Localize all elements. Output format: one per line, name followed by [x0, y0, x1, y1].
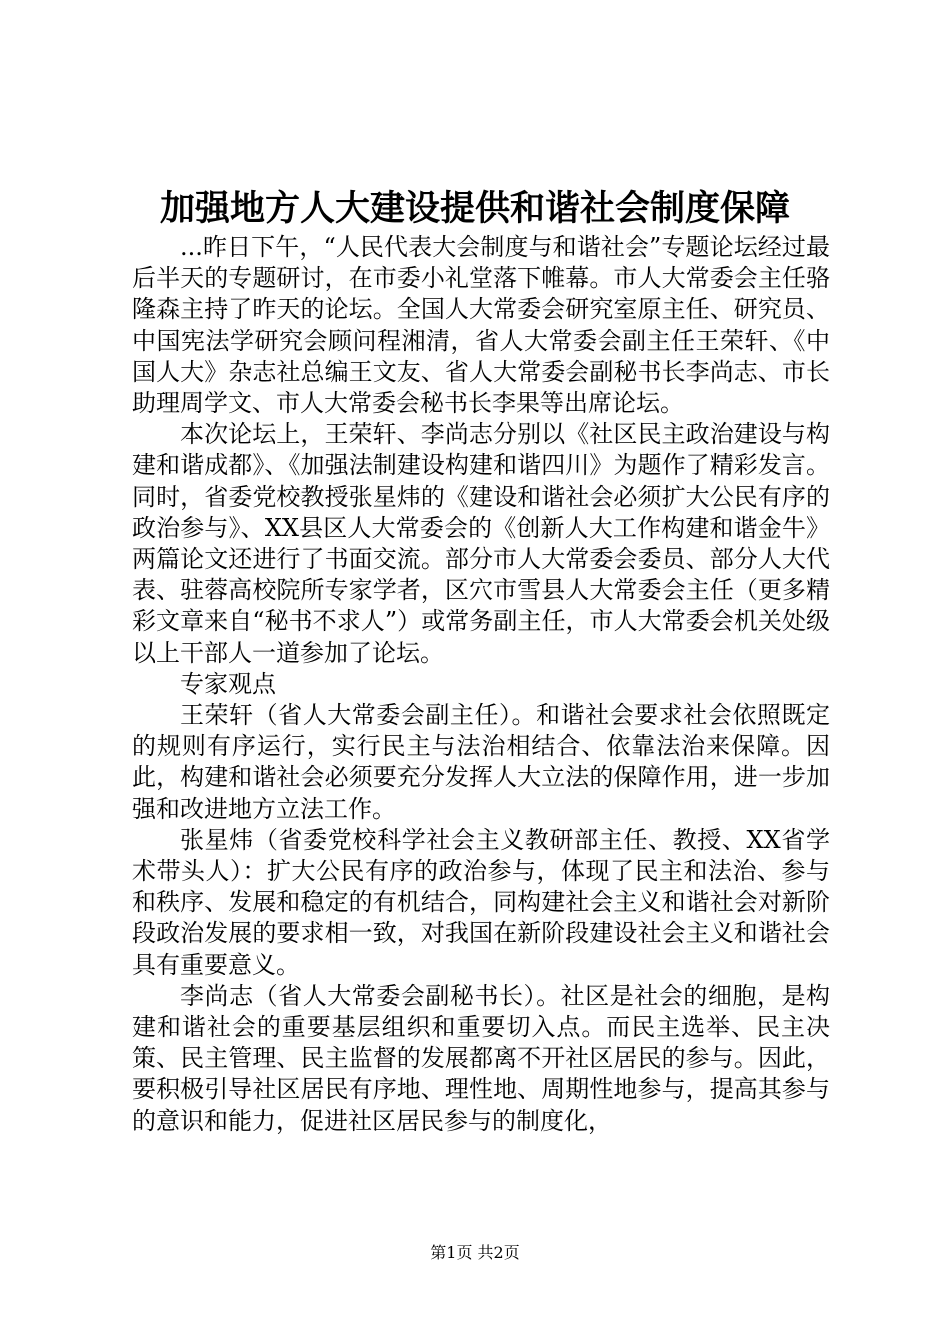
paragraph: 李尚志（省人大常委会副秘书长）。社区是社会的细胞，是构建和谐社会的重要基层组织和重要切入点。而民主选举、民主决策、民主管理、民主监督的发展都离不开社区居民的参与。因此，要积极引导社区居民有序地、理性地、周期性地参与，提高其参与的意识和能力，促进社区居民参与的制度化， [132, 981, 830, 1135]
paragraph: ...昨日下午，“人民代表大会制度与和谐社会”专题论坛经过最后半天的专题研讨，在市委小礼堂落下帷幕。市人大常委会主任骆隆森主持了昨天的论坛。全国人大常委会研究室原主任、研究员、中国宪法学研究会顾问程湘清，省人大常委会副主任王荣轩、《中国人大》杂志社总编王文友、省人大常委会副秘书长李尚志、市长助理周学文、市人大常委会秘书长李果等出席论坛。 [132, 233, 830, 418]
paragraph: 张星炜（省委党校科学社会主义教研部主任、教授、XX省学术带头人）：扩大公民有序的政治参与，体现了民主和法治、参与和秩序、发展和稳定的有机结合，同构建社会主义和谐社会对新阶段政治发展的要求相一致，对我国在新阶段建设社会主义和谐社会具有重要意义。 [132, 825, 830, 979]
section-heading: 专家观点 [180, 669, 276, 698]
document-title: 加强地方人大建设提供和谐社会制度保障 [159, 188, 790, 229]
paragraph: 王荣轩（省人大常委会副主任）。和谐社会要求社会依照既定的规则有序运行，实行民主与法治相结合、依靠法治来保障。因此，构建和谐社会必须要充分发挥人大立法的保障作用，进一步加强和改进地方立法工作。 [132, 701, 830, 823]
page-number-footer: 第1页 共2页 [430, 1243, 520, 1262]
paragraph: 本次论坛上，王荣轩、李尚志分别以《社区民主政治建设与构建和谐成都》、《加强法制建设构建和谐四川》为题作了精彩发言。同时，省委党校教授张星炜的《建设和谐社会必须扩大公民有序的政治参与》、XX县区人大常委会的《创新人大工作构建和谐金牛》两篇论文还进行了书面交流。部分市人大常委会委员、部分人大代表、驻蓉高校院所专家学者，区穴市雪县人大常委会主任（更多精彩文章来自“秘书不求人”）或常务副主任，市人大常委会机关处级以上干部人一道参加了论坛。 [132, 420, 830, 667]
document-body [132, 232, 830, 1137]
